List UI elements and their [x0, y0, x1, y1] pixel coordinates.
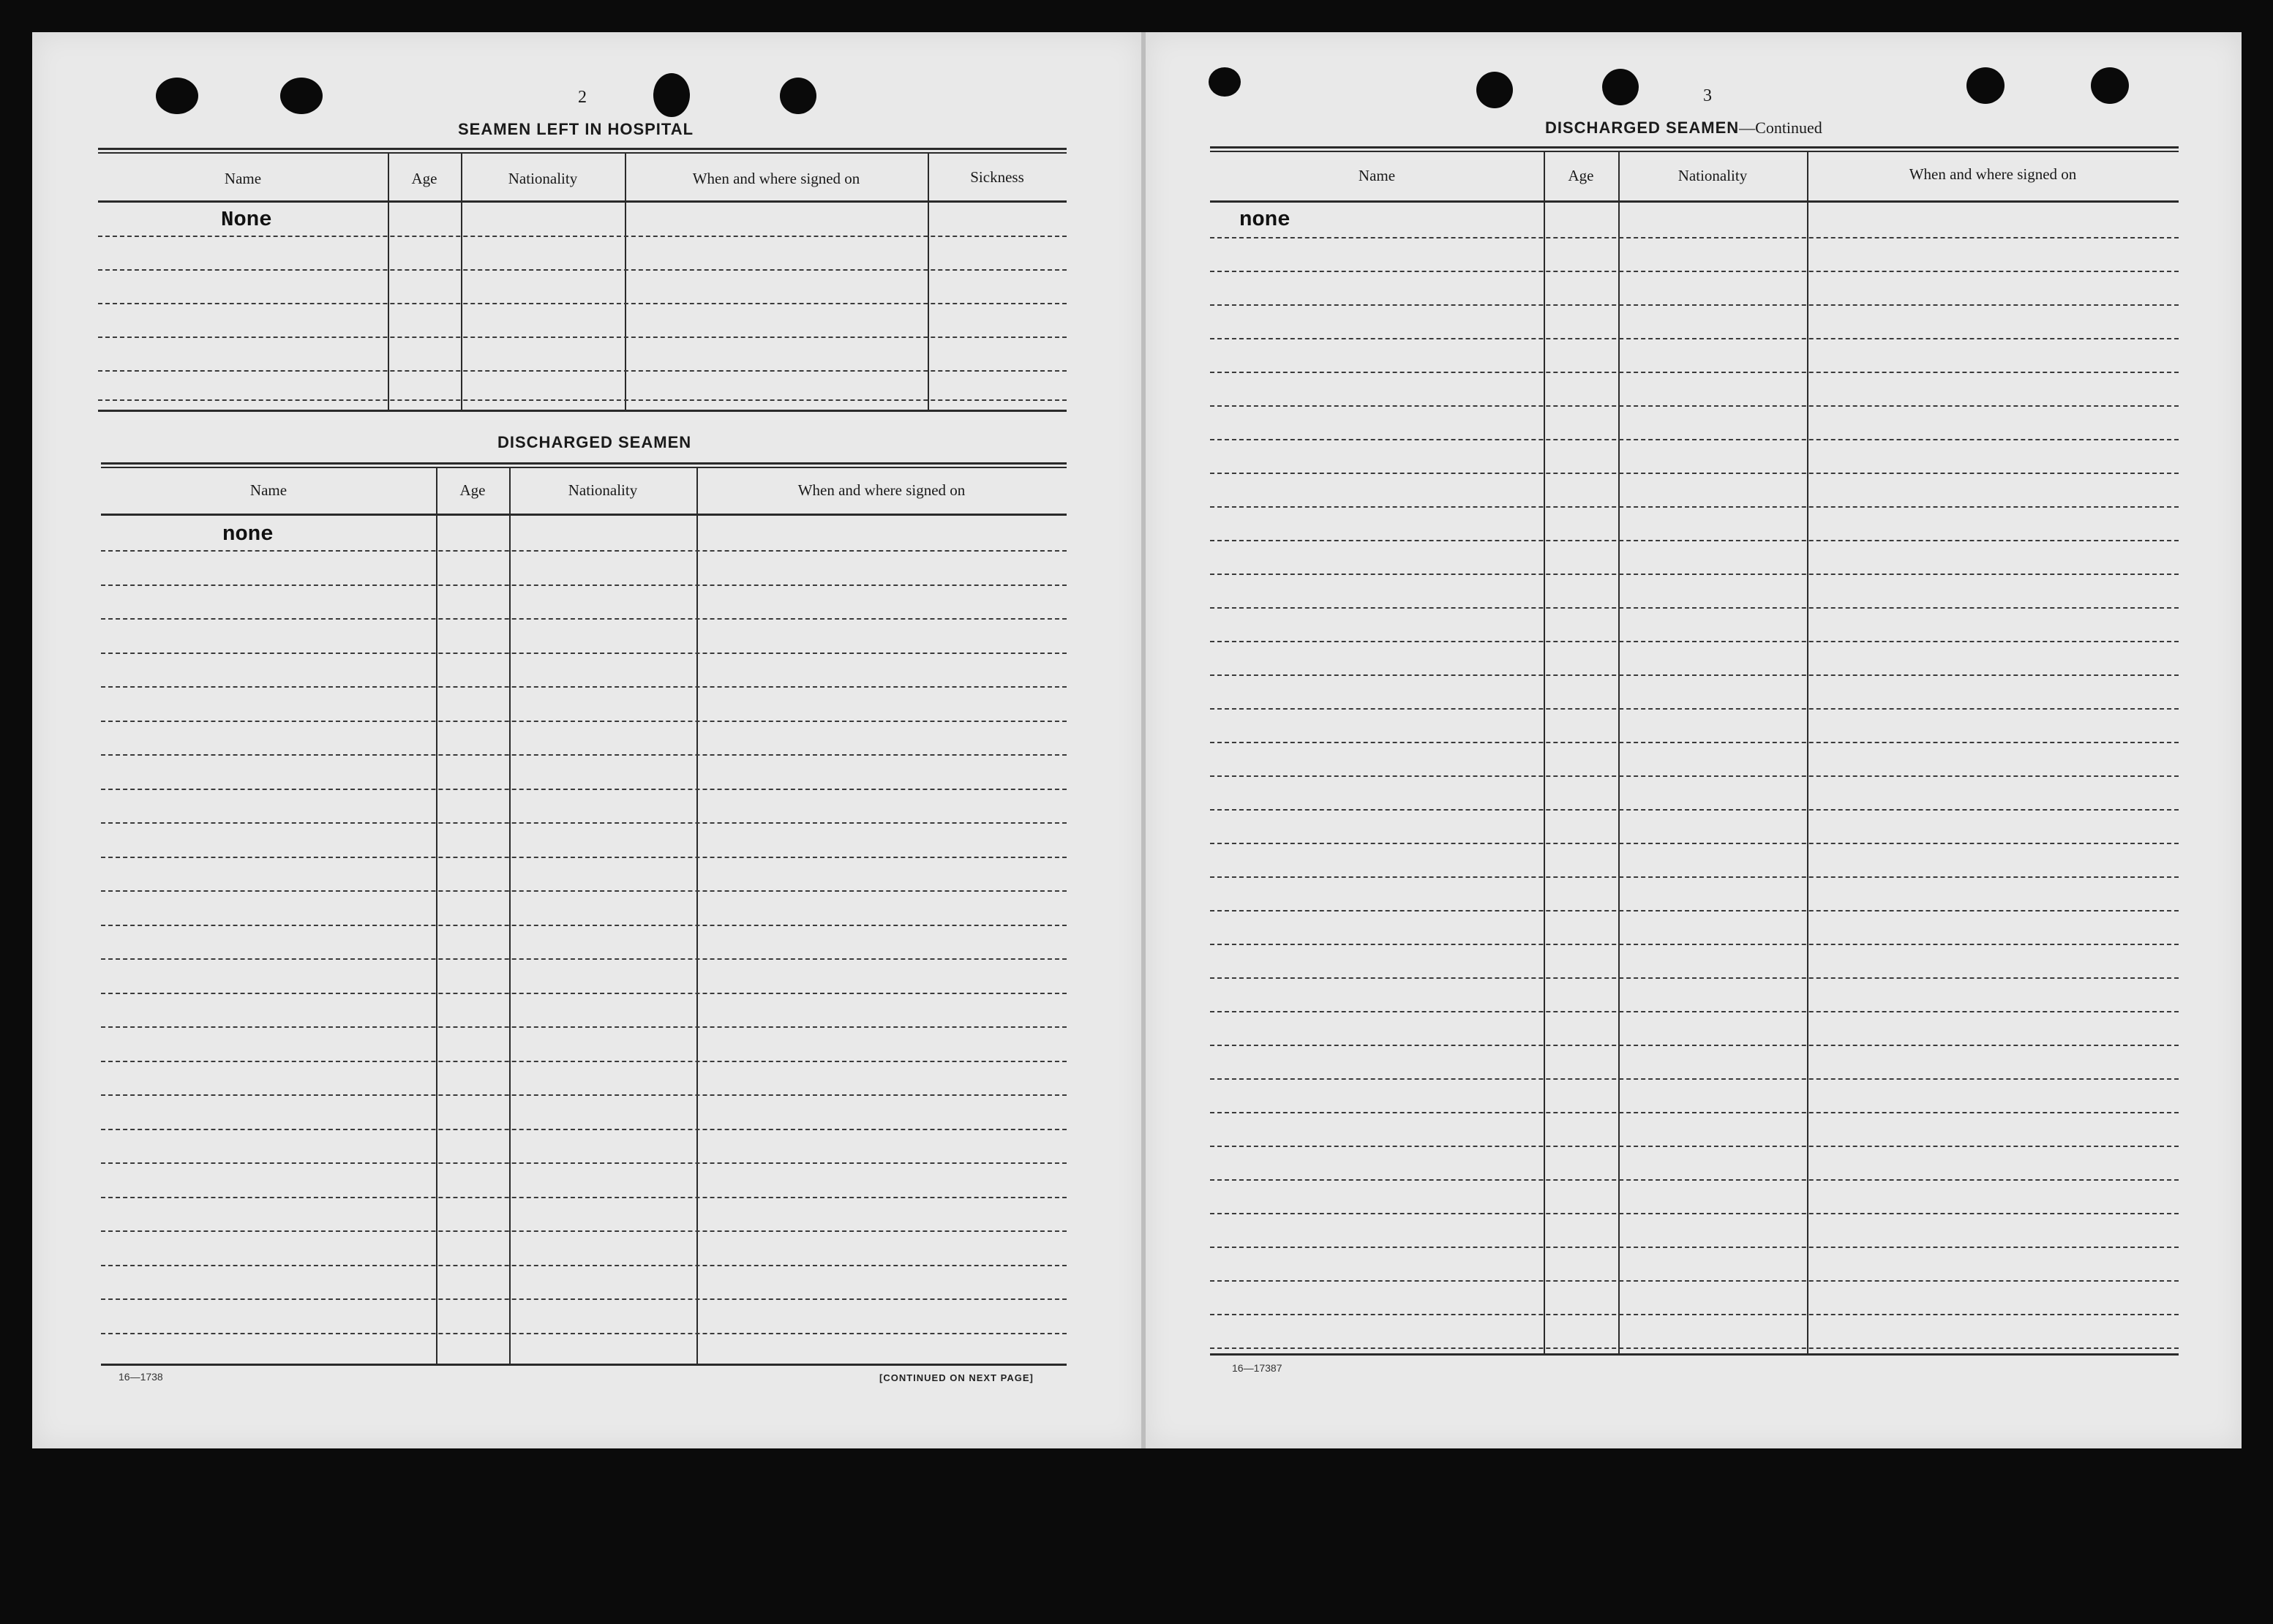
table-rule — [1210, 146, 2179, 149]
column-header: Nationality — [1677, 167, 1748, 184]
row-line — [1210, 338, 2179, 339]
row-line — [1210, 775, 2179, 777]
row-line — [101, 958, 1067, 960]
row-line — [101, 1265, 1067, 1266]
row-line — [1210, 1078, 2179, 1080]
punch-hole — [2091, 67, 2129, 104]
header-rule — [98, 200, 1067, 203]
bottom-rule — [98, 410, 1067, 412]
hospital-table-title: SEAMEN LEFT IN HOSPITAL — [458, 120, 694, 138]
column-divider — [625, 154, 626, 411]
row-line — [1210, 1213, 2179, 1214]
column-divider — [1618, 152, 1620, 1355]
punch-hole — [780, 78, 816, 114]
row-line — [98, 370, 1067, 372]
title-suffix: —Continued — [1739, 119, 1822, 137]
row-line — [101, 653, 1067, 654]
row-line — [1210, 1314, 2179, 1315]
column-divider — [1807, 152, 1808, 1355]
hospital-entry: None — [221, 208, 272, 232]
bottom-rule — [101, 1364, 1067, 1366]
row-line — [101, 789, 1067, 790]
punch-hole — [1209, 67, 1241, 97]
column-header: Nationality — [508, 170, 578, 187]
continued-note: [CONTINUED ON NEXT PAGE] — [879, 1372, 1034, 1383]
bottom-rule — [1210, 1353, 2179, 1356]
row-line — [1210, 641, 2179, 642]
row-line — [1210, 742, 2179, 743]
row-line — [1210, 1247, 2179, 1248]
table-rule — [98, 152, 1067, 154]
row-line — [101, 890, 1067, 892]
discharged-continued-title — [1545, 119, 1822, 138]
row-line — [98, 236, 1067, 237]
row-line — [101, 1061, 1067, 1062]
table-rule — [1210, 151, 2179, 152]
discharged-continued-table — [1210, 146, 2179, 1356]
punch-hole — [1966, 67, 2005, 104]
row-line — [101, 1162, 1067, 1164]
column-header: Name — [224, 170, 262, 187]
column-header: Age — [411, 170, 437, 187]
row-line — [98, 303, 1067, 304]
row-line — [101, 1230, 1067, 1232]
table-rule — [101, 462, 1067, 465]
row-line — [101, 822, 1067, 824]
row-line — [1210, 1179, 2179, 1181]
row-line — [101, 1197, 1067, 1198]
row-line — [101, 584, 1067, 586]
row-line — [101, 754, 1067, 756]
row-line — [1210, 439, 2179, 440]
row-line — [1210, 1045, 2179, 1046]
punch-hole — [280, 78, 323, 114]
row-line — [101, 618, 1067, 620]
form-number: 16—1738 — [119, 1371, 163, 1383]
row-line — [98, 399, 1067, 401]
page-number: 3 — [1703, 86, 1712, 105]
row-line — [101, 721, 1067, 722]
column-divider — [388, 154, 389, 411]
table-rule — [101, 467, 1067, 468]
row-line — [1210, 1280, 2179, 1282]
row-line — [1210, 809, 2179, 811]
row-line — [1210, 876, 2179, 878]
header-rule — [1210, 200, 2179, 203]
discharged-table — [101, 462, 1067, 1367]
row-line — [1210, 674, 2179, 676]
table-rule — [98, 148, 1067, 150]
row-line — [1210, 506, 2179, 508]
row-line — [1210, 574, 2179, 575]
row-line — [101, 1094, 1067, 1096]
row-line — [101, 993, 1067, 994]
row-line — [1210, 944, 2179, 945]
column-header: Age — [459, 481, 486, 499]
column-header: Age — [1568, 167, 1594, 184]
punch-hole — [1602, 69, 1639, 105]
row-line — [101, 686, 1067, 688]
row-line — [1210, 405, 2179, 407]
row-line — [1210, 708, 2179, 710]
row-line — [101, 857, 1067, 858]
row-line — [1210, 1011, 2179, 1012]
column-header: When and where signed on — [797, 481, 966, 499]
column-header: When and where signed on — [692, 170, 860, 187]
column-divider — [461, 154, 462, 411]
row-line — [101, 1026, 1067, 1028]
row-line — [98, 269, 1067, 271]
header-rule — [101, 514, 1067, 516]
discharged-table-title: DISCHARGED SEAMEN — [497, 433, 692, 451]
punch-hole — [1476, 72, 1513, 108]
hospital-table — [98, 148, 1067, 413]
row-line — [1210, 237, 2179, 238]
page-number: 2 — [578, 88, 587, 107]
discharged-entry: none — [222, 522, 274, 546]
title-text: DISCHARGED SEAMEN — [1545, 119, 1740, 137]
punch-hole — [156, 78, 198, 114]
column-header: Nationality — [568, 481, 638, 499]
row-line — [1210, 910, 2179, 911]
row-line — [1210, 540, 2179, 541]
row-line — [1210, 1146, 2179, 1147]
row-line — [98, 337, 1067, 338]
column-header: When and where signed on — [1909, 165, 2077, 183]
row-line — [101, 1129, 1067, 1130]
discharged-entry: none — [1239, 208, 1290, 232]
row-line — [101, 1298, 1067, 1300]
row-line — [101, 550, 1067, 552]
row-line — [1210, 304, 2179, 306]
row-line — [101, 925, 1067, 926]
column-divider — [1544, 152, 1545, 1355]
row-line — [1210, 977, 2179, 979]
column-header: Name — [1358, 167, 1396, 184]
row-line — [1210, 473, 2179, 474]
row-line — [1210, 372, 2179, 373]
column-header: Sickness — [970, 168, 1024, 186]
column-header: Name — [249, 481, 288, 499]
row-line — [1210, 1112, 2179, 1113]
row-line — [1210, 607, 2179, 609]
row-line — [1210, 1347, 2179, 1349]
form-number: 16—17387 — [1232, 1362, 1282, 1374]
punch-hole — [653, 73, 690, 117]
row-line — [101, 1333, 1067, 1334]
row-line — [1210, 843, 2179, 844]
column-divider — [928, 154, 929, 411]
row-line — [1210, 271, 2179, 272]
